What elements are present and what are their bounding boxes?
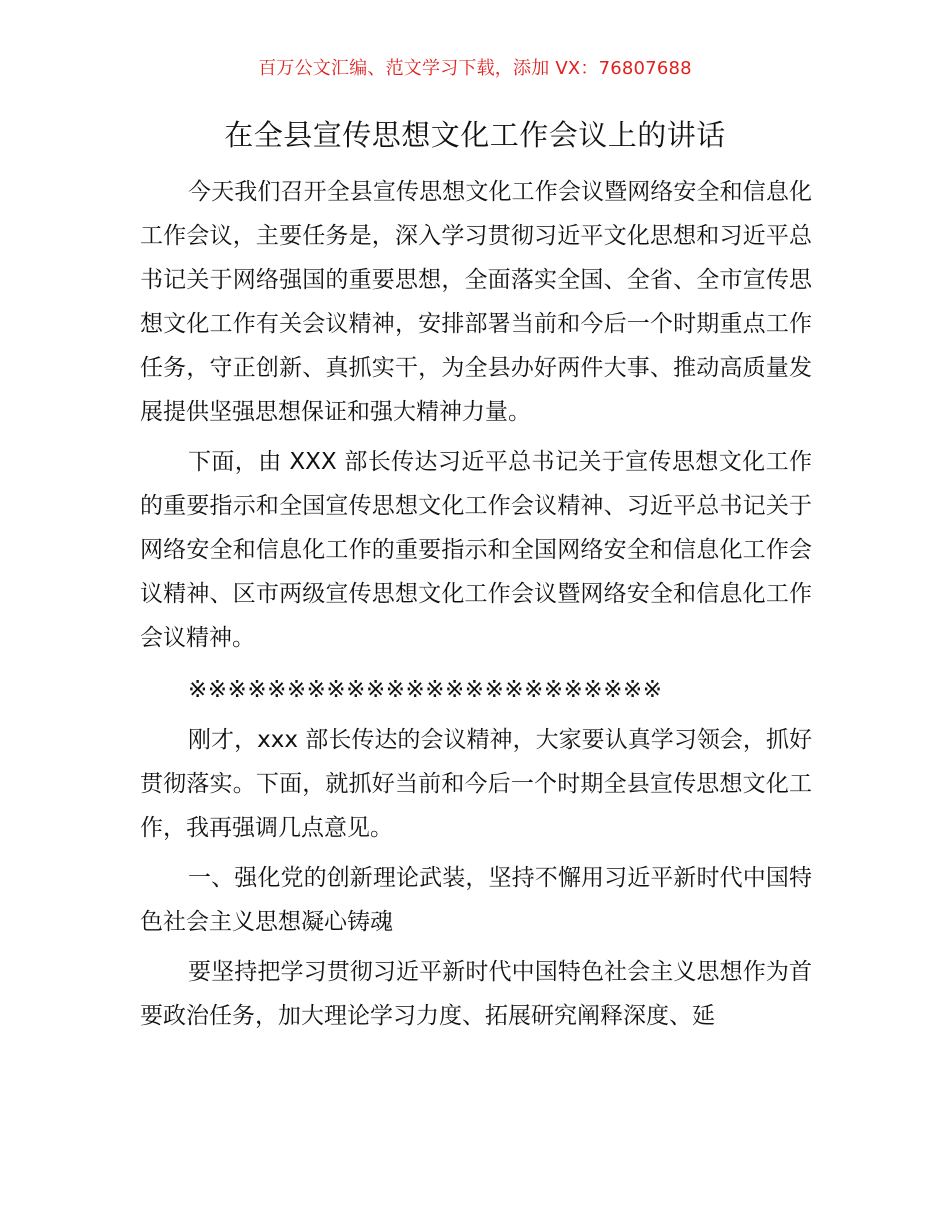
watermark-header: 百万公文汇编、范文学习下载，添加 VX：76807688 <box>258 58 692 79</box>
document-body <box>140 170 812 1038</box>
section-heading-1: 一、强化党的创新理论武装，坚持不懈用习近平新时代中国特色社会主义思想凝心铸魂 <box>140 865 812 935</box>
section-divider: ※※※※※※※※※※※※※※※※※※※※※※※※ <box>188 677 663 703</box>
paragraph-remarks: 刚才，xxx 部长传达的会议精神，大家要认真学习领会，抓好贯彻落实。下面，就抓好当前和今后一个时期全县宣传思想文化工作，我再强调几点意见。 <box>140 727 812 841</box>
paragraph-section-1: 要坚持把学习贯彻习近平新时代中国特色社会主义思想作为首要政治任务，加大理论学习力度、拓展研究阐释深度、延 <box>140 959 812 1029</box>
paragraph-relay: 下面，由 XXX 部长传达习近平总书记关于宣传思想文化工作的重要指示和全国宣传思想文化工作会议精神、习近平总书记关于网络安全和信息化工作的重要指示和全国网络安全和信息化工作会议精神、区市两级宣传思想文化工作会议暨网络安全和信息化工作会议精神。 <box>140 449 812 651</box>
page-title: 在全县宣传思想文化工作会议上的讲话 <box>224 118 726 152</box>
paragraph-intro: 今天我们召开全县宣传思想文化工作会议暨网络安全和信息化工作会议，主要任务是，深入学习贯彻习近平文化思想和习近平总书记关于网络强国的重要思想，全面落实全国、全省、全市宣传思想文化工作有关会议精神，安排部署当前和今后一个时期重点工作任务，守正创新、真抓实干，为全县办好两件大事、推动高质量发展提供坚强思想保证和强大精神力量。 <box>140 179 812 425</box>
